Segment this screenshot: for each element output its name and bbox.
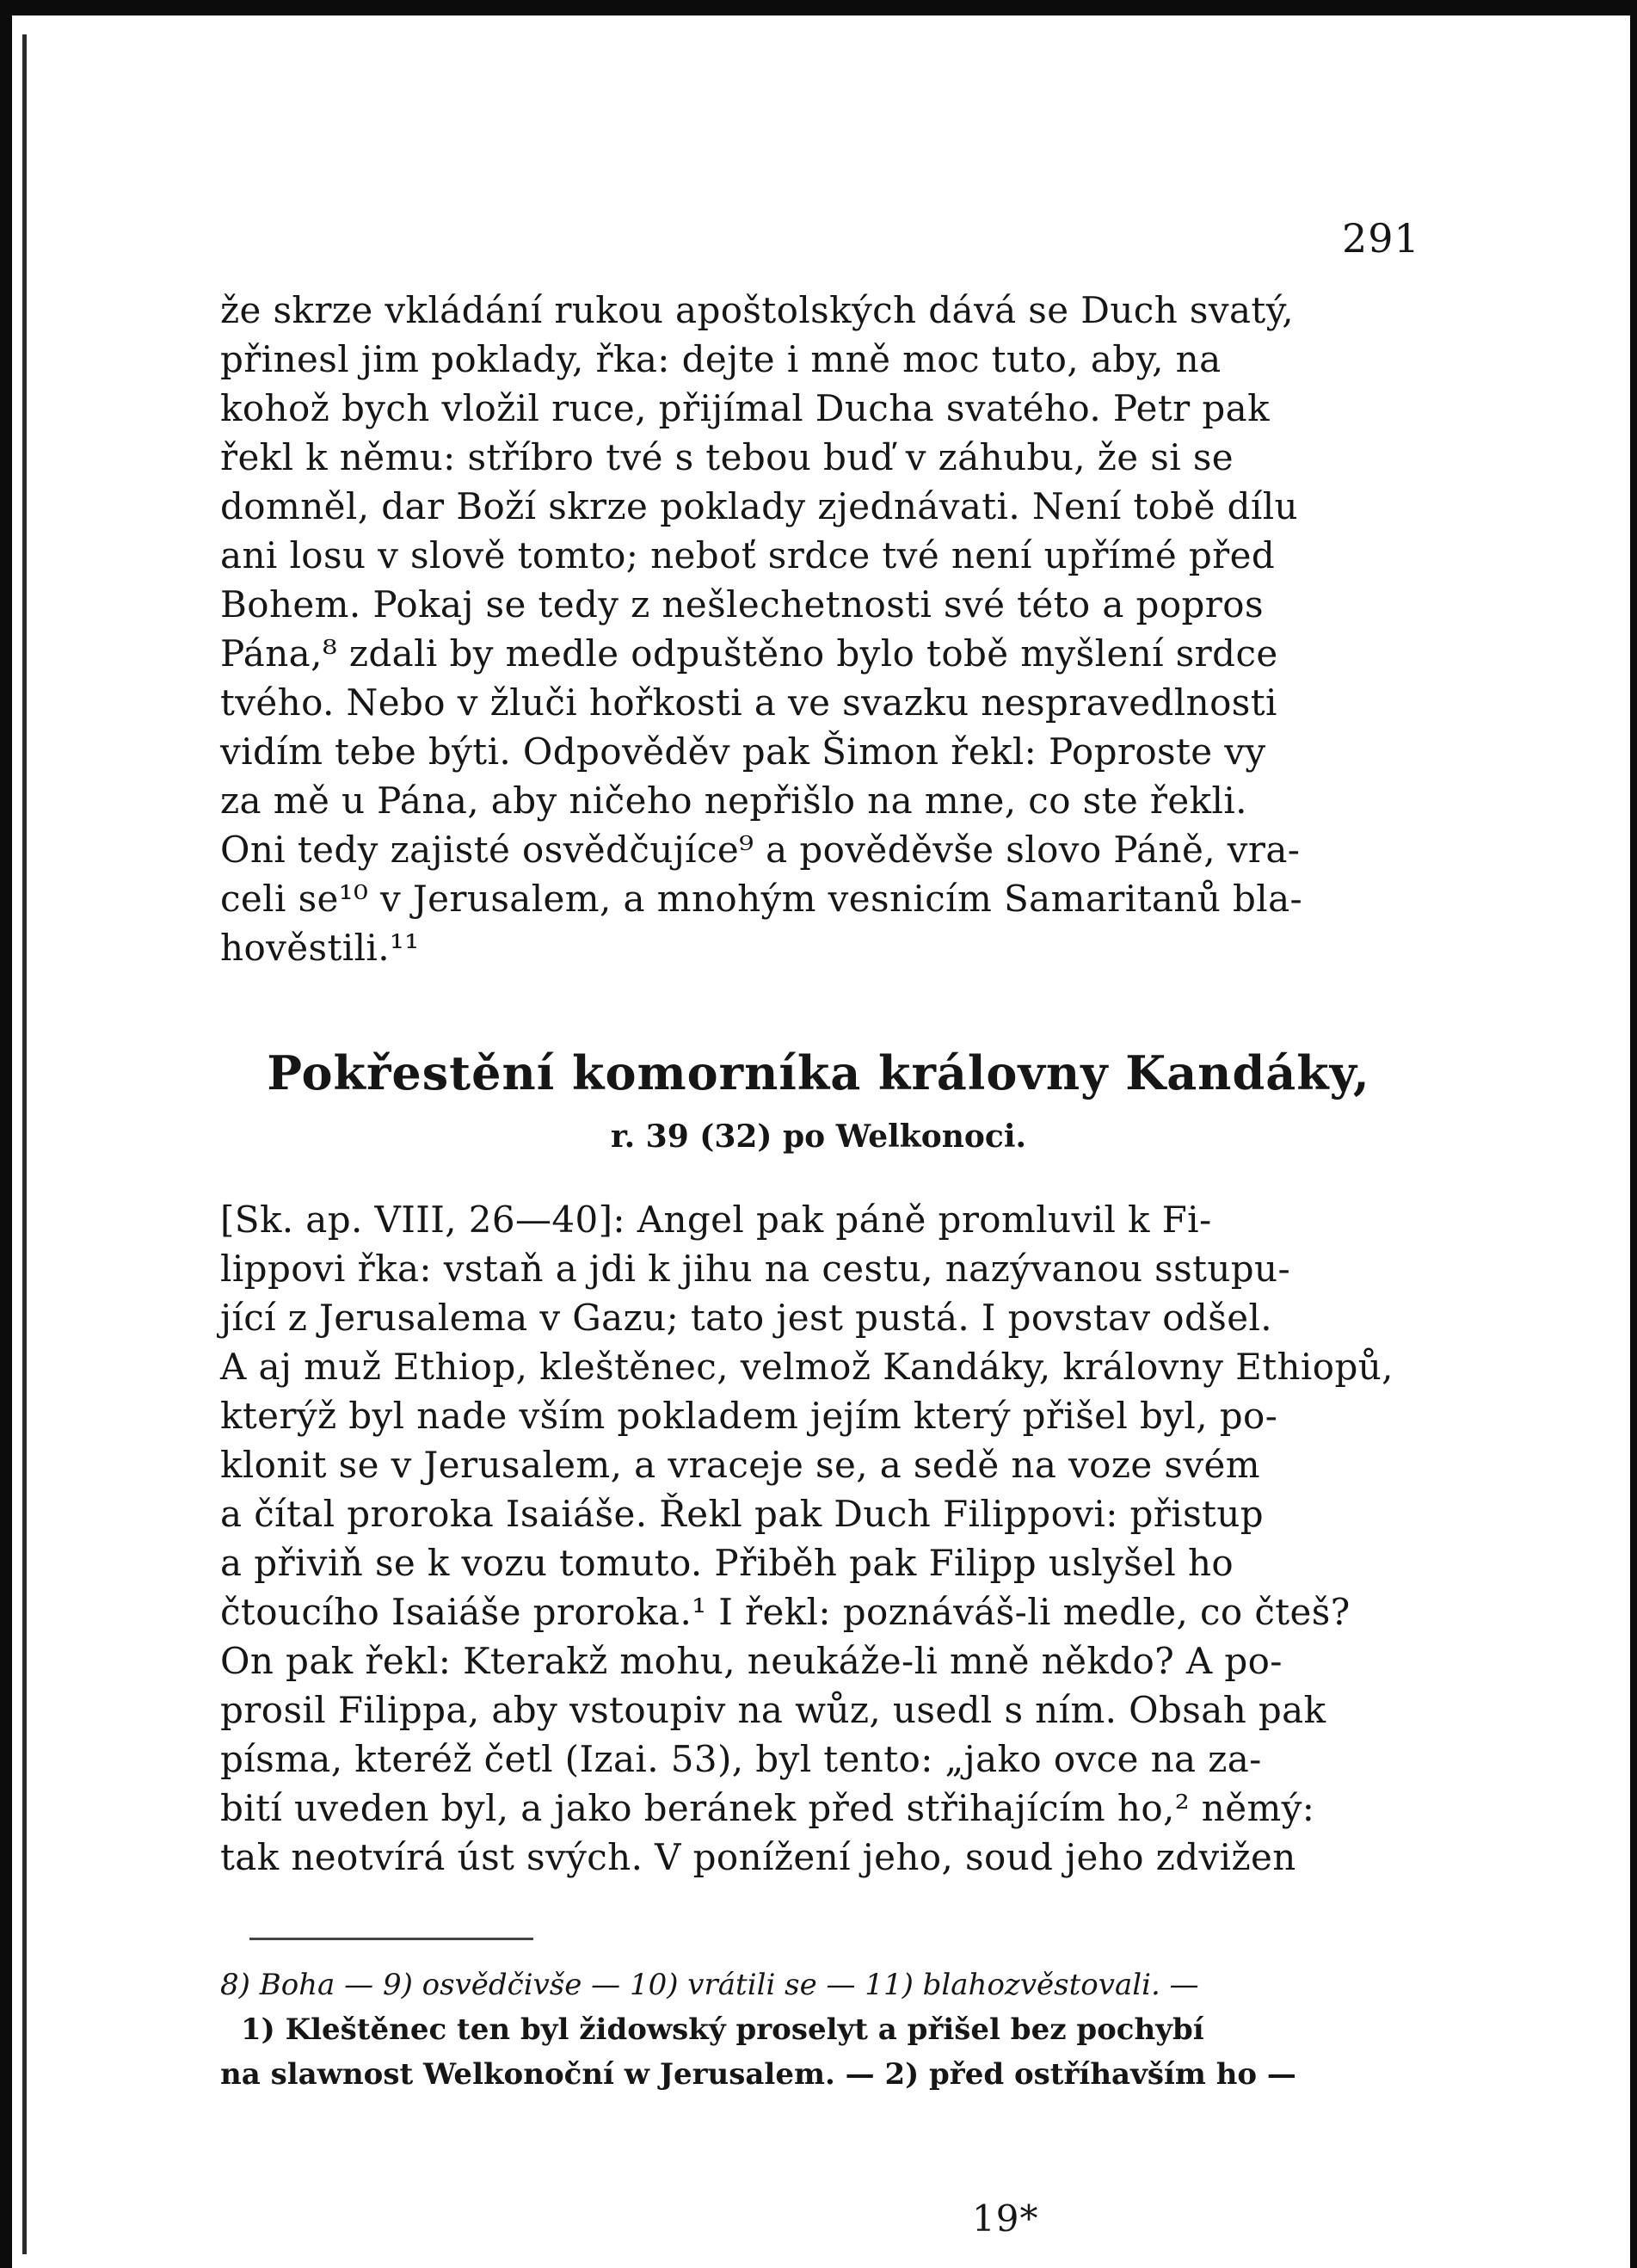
text-line: prosil Filippa, aby vstoupiv na wůz, usedl s ním. Obsah pak bbox=[220, 1689, 1326, 1731]
text-line: jící z Jerusalema v Gazu; tato jest pustá. I povstav odšel. bbox=[220, 1297, 1273, 1339]
text-line: tak neotvírá úst svých. V ponížení jeho, soud jeho zdvižen bbox=[220, 1836, 1296, 1878]
text-line: [Sk. ap. VIII, 26—40]: Angel pak páně promluvil k Fi- bbox=[220, 1199, 1212, 1241]
text-line: písma, kteréž četl (Izai. 53), byl tento: „jako ovce na za- bbox=[220, 1738, 1262, 1780]
text-line: hověstili.¹¹ bbox=[220, 927, 420, 969]
text-line: Pána,⁸ zdali by medle odpuštěno bylo tobě myšlení srdce bbox=[220, 632, 1278, 675]
printer-signature: 19* bbox=[972, 2197, 1039, 2240]
text-line: a čítal proroka Isaiáše. Řekl pak Duch Filippovi: přistup bbox=[220, 1493, 1265, 1535]
text-line: ani losu v slově tomto; neboť srdce tvé není upřímé před bbox=[220, 534, 1276, 576]
footnote-rule bbox=[249, 1938, 533, 1940]
text-line: kohož bych vložil ruce, přijímal Ducha svatého. Petr pak bbox=[220, 387, 1270, 429]
text-line: čtoucího Isaiáše proroka.¹ I řekl: poznáváš-li medle, co čteš? bbox=[220, 1591, 1351, 1633]
text-line: lippovi řka: vstaň a jdi k jihu na cestu, nazývanou sstupu- bbox=[220, 1248, 1291, 1290]
text-line: A aj muž Ethiop, kleštěnec, velmož Kandáky, královny Ethiopů, bbox=[220, 1346, 1394, 1388]
text-line: tvého. Nebo v žluči hořkosti a ve svazku nespravedlnosti bbox=[220, 681, 1277, 724]
text-line: bití uveden byl, a jako beránek před střihajícím ho,² němý: bbox=[220, 1787, 1315, 1829]
section-subheading: r. 39 (32) po Welkonoci. bbox=[610, 1119, 1027, 1155]
footnote-line: 1) Kleštěnec ten byl židowský proselyt a přišel bez pochybí bbox=[241, 2012, 1204, 2047]
text-line: celi se¹⁰ v Jerusalem, a mnohým vesnicím Samaritanů bla- bbox=[220, 878, 1303, 920]
text-line: přinesl jim poklady, řka: dejte i mně moc tuto, aby, na bbox=[220, 338, 1222, 380]
text-line: a přiviň se k vozu tomuto. Přiběh pak Filipp uslyšel ho bbox=[220, 1542, 1234, 1584]
scan-border-top bbox=[0, 0, 1637, 15]
section-heading: Pokřestění komorníka královny Kandáky, bbox=[267, 1045, 1370, 1100]
text-line: vidím tebe býti. Odpověděv pak Šimon řekl: Poproste vy bbox=[220, 730, 1266, 773]
text-line: Bohem. Pokaj se tedy z nešlechetnosti své této a popros bbox=[220, 583, 1264, 626]
footnote-line: 8) Boha — 9) osvědčivše — 10) vrátili se — 11) blahozvěstovali. — bbox=[220, 1968, 1199, 2002]
page-number: 291 bbox=[1342, 215, 1420, 262]
text-line: že skrze vkládání rukou apoštolských dává se Duch svatý, bbox=[220, 289, 1294, 331]
text-line: domněl, dar Boží skrze poklady zjednávati. Není tobě dílu bbox=[220, 485, 1298, 527]
text-line: za mě u Pána, aby ničeho nepřišlo na mne, co ste řekli. bbox=[220, 780, 1247, 822]
text-line: kterýž byl nade vším pokladem jejím který přišel byl, po- bbox=[220, 1395, 1278, 1437]
text-line: On pak řekl: Kterakž mohu, neukáže-li mně někdo? A po- bbox=[220, 1640, 1283, 1682]
text-line: řekl k němu: stříbro tvé s tebou buď v záhubu, že si se bbox=[220, 436, 1234, 478]
footnote-line: na slawnost Welkonoční w Jerusalem. — 2) před ostříhavším ho — bbox=[220, 2057, 1296, 2092]
text-line: klonit se v Jerusalem, a vraceje se, a sedě na voze svém bbox=[220, 1444, 1260, 1486]
text-line: Oni tedy zajisté osvědčujíce⁹ a pověděvše slovo Páně, vra- bbox=[220, 829, 1301, 871]
